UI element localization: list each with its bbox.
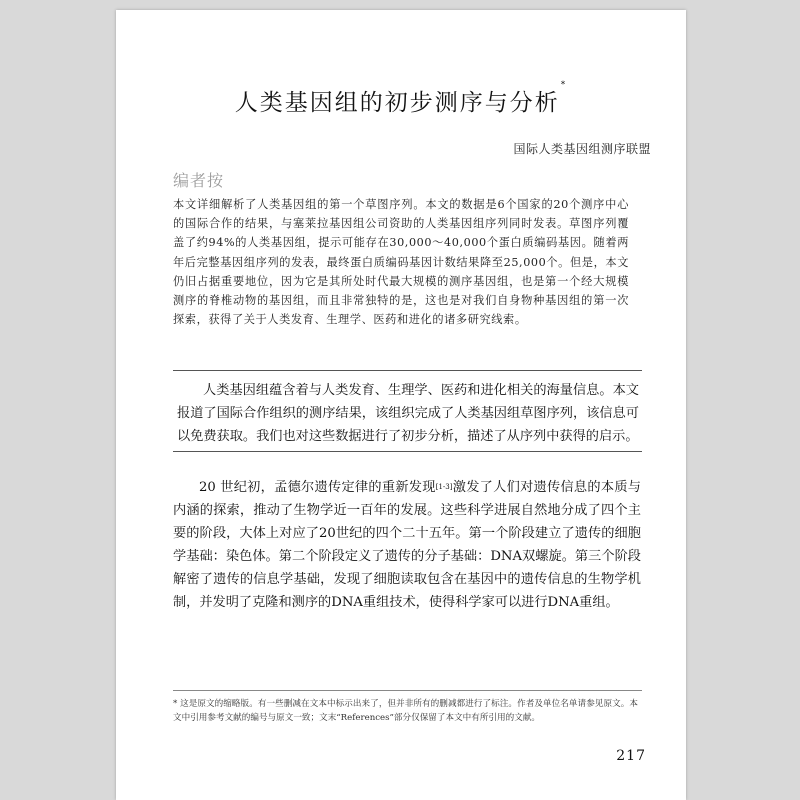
footnote-rule: [173, 690, 642, 691]
editor-note-text: 本文详细解析了人类基因组的第一个草图序列。本文的数据是6个国家的20个测序中心的国际合作的结果，与塞莱拉基因组公司资助的人类基因组序列同时发表。草图序列覆盖了约94%的人类基因组，提示可能存在30,000～40,000个蛋白质编码基因。随着两年后完整基因组序列的发表，最终蛋白质编码基因计数结果降至25,000个。但是，本文仍旧占据重要地位，因为它是其所处时代最大规模的测序基因组，也是第一个经大规模测序的脊椎动物的基因组，而且非常独特的是，这也是对我们自身物种基因组的第一次探索，获得了关于人类发育、生理学、医药和进化的诸多研究线索。: [173, 198, 629, 327]
title-footnote-marker: *: [560, 80, 568, 90]
abstract-top-rule: [173, 370, 642, 371]
page-number: 217: [616, 748, 646, 764]
article-title-text: 人类基因组的初步测序与分析: [234, 90, 560, 116]
abstract-text: 人类基因组蕴含着与人类发育、生理学、医药和进化相关的海量信息。本文报道了国际合作组织的测序结果，该组织完成了人类基因组草图序列，该信息可以免费获取。我们也对这些数据进行了初步分析，描述了从序列中获得的启示。: [177, 383, 639, 444]
article-title: [116, 80, 686, 117]
footnote-text: * 这是原文的缩略版。有一些删减在文本中标示出来了，但并非所有的删减都进行了标注。作者及单位名单请参见原文。本文中引用参考文献的编号与原文一致；文末“References”部分仅保留了本文中有所引用的文献。: [173, 699, 638, 723]
body-paragraph: [173, 476, 641, 614]
article-author: 国际人类基因组测序联盟: [513, 142, 651, 156]
body-text-part2: 激发了人们对遗传信息的本质与内涵的探索，推动了生物学近一百年的发展。这些科学进展自然地分成了四个主要的阶段，大体上对应了20世纪的四个二十五年。第一个阶段建立了遗传的细胞学基础：染色体。第二个阶段定义了遗传的分子基础：DNA双螺旋。第三个阶段解密了遗传的信息学基础，发现了细胞读取包含在基因中的遗传信息的生物学机制，并发明了克隆和测序的DNA重组技术，使得科学家可以进行DNA重组。: [173, 480, 641, 610]
editor-note-label: 编者按: [173, 171, 225, 190]
body-text-part1: 20 世纪初，孟德尔遗传定律的重新发现: [199, 480, 436, 495]
abstract-bottom-rule: [173, 451, 642, 452]
book-page: [116, 10, 686, 800]
citation-ref: [1-3]: [435, 483, 453, 491]
